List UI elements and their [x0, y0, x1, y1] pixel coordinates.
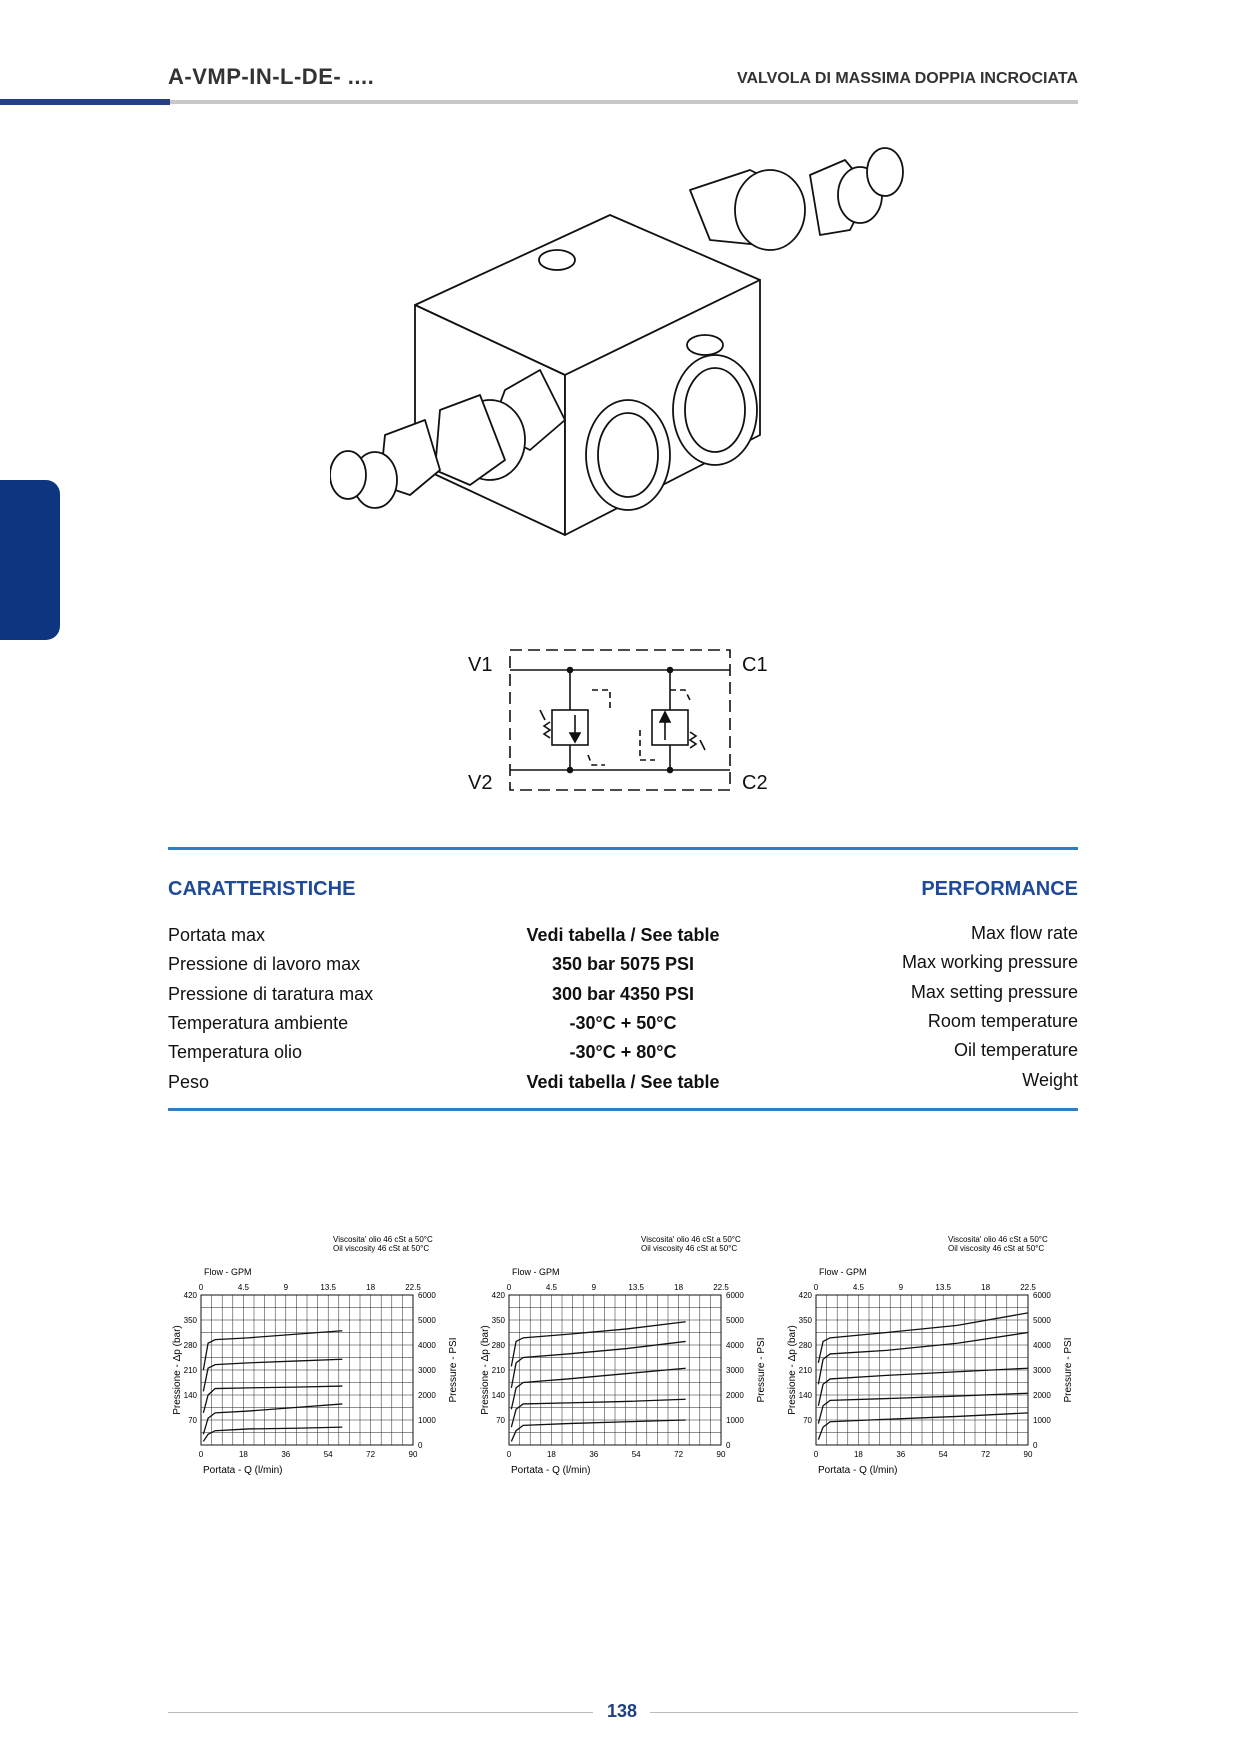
- chart-note-en: Oil viscosity 46 cSt at 50°C: [641, 1244, 738, 1253]
- y-tick-label: 70: [803, 1416, 812, 1425]
- footer-rule-right: [650, 1712, 1078, 1713]
- y2-tick-label: 5000: [726, 1316, 744, 1325]
- spec-row: [168, 1069, 1078, 1102]
- spec-label-it: Pressione di lavoro max: [168, 954, 361, 975]
- x-tick-label: 36: [896, 1450, 906, 1459]
- series-line: [818, 1393, 1028, 1423]
- y-axis-label: Pressione - Δp (bar): [172, 1325, 183, 1415]
- x-axis-label: Portata - Q (l/min): [818, 1465, 898, 1476]
- y2-tick-label: 4000: [726, 1341, 744, 1350]
- spec-value: 350 bar 5075 PSI: [551, 954, 695, 975]
- spec-value: 300 bar 4350 PSI: [551, 983, 695, 1004]
- y2-tick-label: 3000: [1033, 1366, 1051, 1375]
- footer-rule-left: [168, 1712, 593, 1713]
- specs-title-en: PERFORMANCE: [921, 878, 1078, 900]
- x-tick-label: 54: [631, 1450, 641, 1459]
- y2-tick-label: 4000: [418, 1341, 436, 1350]
- y2-tick-label: 0: [418, 1441, 423, 1450]
- y2-tick-label: 6000: [418, 1291, 436, 1300]
- page-number: 138: [606, 1701, 638, 1721]
- valve-isometric-drawing: [330, 130, 930, 570]
- spec-label-en: Weight: [1022, 1069, 1078, 1090]
- chart-note-it: Viscosita' olio 46 cSt a 50°C: [948, 1235, 1048, 1244]
- x-tick-label: 90: [1023, 1450, 1033, 1459]
- top-tick-label: 9: [283, 1283, 289, 1292]
- x-axis-label: Portata - Q (l/min): [203, 1465, 283, 1476]
- spec-row: [168, 981, 1078, 1014]
- top-tick-label: 22.5: [713, 1283, 729, 1292]
- header-rule: [168, 100, 1078, 104]
- chart-note-it: Viscosita' olio 46 cSt a 50°C: [641, 1235, 741, 1244]
- y2-tick-label: 2000: [418, 1391, 436, 1400]
- top-tick-label: 18: [674, 1283, 684, 1292]
- x-tick-label: 18: [853, 1450, 863, 1459]
- spec-row: [168, 925, 1078, 955]
- pressure-flow-chart-1: [168, 1230, 468, 1480]
- y2-tick-label: 5000: [418, 1316, 436, 1325]
- spec-row: [168, 1042, 1078, 1072]
- x-axis-label: Portata - Q (l/min): [511, 1465, 591, 1476]
- spec-value: Vedi tabella / See table: [526, 925, 720, 945]
- x-tick-label: 18: [238, 1450, 248, 1459]
- x-tick-label: 54: [323, 1450, 333, 1459]
- top-tick-label: 4.5: [545, 1283, 557, 1292]
- spec-label-en: Max working pressure: [901, 952, 1078, 973]
- pressure-flow-chart-2: [476, 1230, 776, 1480]
- y-tick-label: 350: [183, 1316, 197, 1325]
- port-label-v2: V2: [468, 772, 493, 794]
- section-side-tab: [0, 480, 60, 640]
- y-tick-label: 280: [491, 1341, 505, 1350]
- spec-label-en: Max setting pressure: [910, 981, 1078, 1002]
- top-tick-label: 18: [981, 1283, 991, 1292]
- y2-tick-label: 4000: [1033, 1341, 1051, 1350]
- port-label-c2: C2: [742, 772, 768, 794]
- y-tick-label: 420: [798, 1291, 812, 1300]
- top-tick-label: 4.5: [852, 1283, 864, 1292]
- x-tick-label: 36: [281, 1450, 291, 1459]
- y-tick-label: 420: [491, 1291, 505, 1300]
- y2-axis-label: Pressure - PSI: [1063, 1337, 1074, 1403]
- spec-row: [168, 1010, 1078, 1043]
- y2-tick-label: 3000: [726, 1366, 744, 1375]
- top-tick-label: 13.5: [320, 1283, 336, 1292]
- top-tick-label: 22.5: [1020, 1283, 1036, 1292]
- x-tick-label: 36: [589, 1450, 599, 1459]
- port-label-v1: V1: [468, 654, 493, 676]
- y-axis-label: Pressione - Δp (bar): [787, 1325, 798, 1415]
- y2-tick-label: 0: [1033, 1441, 1038, 1450]
- y-tick-label: 350: [491, 1316, 505, 1325]
- spec-label-en: Room temperature: [927, 1010, 1078, 1031]
- top-tick-label: 4.5: [237, 1283, 249, 1292]
- y-axis-label: Pressione - Δp (bar): [480, 1325, 491, 1415]
- x-tick-label: 72: [674, 1450, 684, 1459]
- x-tick-label: 90: [716, 1450, 726, 1459]
- top-axis-label: Flow - GPM: [819, 1267, 867, 1277]
- port-label-c1: C1: [742, 654, 768, 676]
- top-tick-label: 22.5: [405, 1283, 421, 1292]
- y2-tick-label: 6000: [726, 1291, 744, 1300]
- y-tick-label: 280: [183, 1341, 197, 1350]
- y-tick-label: 140: [798, 1391, 812, 1400]
- y2-tick-label: 1000: [726, 1416, 744, 1425]
- x-tick-label: 0: [813, 1450, 819, 1459]
- top-tick-label: 0: [506, 1283, 512, 1292]
- top-tick-label: 0: [198, 1283, 204, 1292]
- y2-tick-label: 2000: [1033, 1391, 1051, 1400]
- spec-value: Vedi tabella / See table: [526, 1071, 720, 1092]
- spec-label-it: Temperatura olio: [168, 1042, 303, 1063]
- y-tick-label: 140: [183, 1391, 197, 1400]
- x-tick-label: 0: [198, 1450, 204, 1459]
- spec-label-en: Oil temperature: [953, 1040, 1078, 1061]
- spec-label-en: Max flow rate: [970, 923, 1078, 943]
- header-accent-rule: [0, 99, 170, 105]
- y-tick-label: 210: [798, 1366, 812, 1375]
- y2-tick-label: 5000: [1033, 1316, 1051, 1325]
- spec-value: -30°C + 50°C: [569, 1012, 677, 1033]
- specs-top-rule: [168, 847, 1078, 850]
- product-code: A-VMP-IN-L-DE- ....: [168, 64, 375, 89]
- x-tick-label: 0: [506, 1450, 512, 1459]
- specs-bottom-rule: [168, 1108, 1078, 1111]
- x-tick-label: 18: [546, 1450, 556, 1459]
- top-axis-label: Flow - GPM: [204, 1267, 252, 1277]
- y2-tick-label: 6000: [1033, 1291, 1051, 1300]
- y-tick-label: 420: [183, 1291, 197, 1300]
- y-tick-label: 350: [798, 1316, 812, 1325]
- y2-axis-label: Pressure - PSI: [448, 1337, 459, 1403]
- spec-label-it: Temperatura ambiente: [168, 1012, 349, 1033]
- series-line: [818, 1413, 1028, 1440]
- series-line: [203, 1427, 342, 1441]
- y-tick-label: 210: [183, 1366, 197, 1375]
- y-tick-label: 70: [188, 1416, 197, 1425]
- spec-label-it: Pressione di taratura max: [168, 983, 374, 1004]
- chart-note-it: Viscosita' olio 46 cSt a 50°C: [333, 1235, 433, 1244]
- specs-title-it: CARATTERISTICHE: [168, 878, 356, 900]
- spec-label-it: Portata max: [168, 925, 266, 945]
- spec-label-it: Peso: [168, 1071, 210, 1092]
- x-tick-label: 72: [366, 1450, 376, 1459]
- y2-tick-label: 2000: [726, 1391, 744, 1400]
- top-tick-label: 13.5: [935, 1283, 951, 1292]
- y-tick-label: 210: [491, 1366, 505, 1375]
- series-line: [818, 1333, 1028, 1385]
- y-tick-label: 280: [798, 1341, 812, 1350]
- y-tick-label: 70: [496, 1416, 505, 1425]
- spec-row: [168, 954, 1078, 984]
- y2-tick-label: 3000: [418, 1366, 436, 1375]
- top-tick-label: 13.5: [628, 1283, 644, 1292]
- chart-note-en: Oil viscosity 46 cSt at 50°C: [948, 1244, 1045, 1253]
- top-tick-label: 9: [591, 1283, 597, 1292]
- spec-value: -30°C + 80°C: [569, 1042, 677, 1063]
- series-line: [511, 1420, 685, 1441]
- top-axis-label: Flow - GPM: [512, 1267, 560, 1277]
- y2-axis-label: Pressure - PSI: [756, 1337, 767, 1403]
- y2-tick-label: 1000: [418, 1416, 436, 1425]
- x-tick-label: 72: [981, 1450, 991, 1459]
- top-tick-label: 18: [366, 1283, 376, 1292]
- chart-note-en: Oil viscosity 46 cSt at 50°C: [333, 1244, 430, 1253]
- x-tick-label: 90: [408, 1450, 418, 1459]
- hydraulic-schematic: [460, 640, 780, 810]
- top-tick-label: 0: [813, 1283, 819, 1292]
- x-tick-label: 54: [938, 1450, 948, 1459]
- top-tick-label: 9: [898, 1283, 904, 1292]
- product-title: VALVOLA DI MASSIMA DOPPIA INCROCIATA: [736, 70, 1078, 87]
- y2-tick-label: 0: [726, 1441, 731, 1450]
- y2-tick-label: 1000: [1033, 1416, 1051, 1425]
- y-tick-label: 140: [491, 1391, 505, 1400]
- pressure-flow-chart-3: [783, 1230, 1083, 1480]
